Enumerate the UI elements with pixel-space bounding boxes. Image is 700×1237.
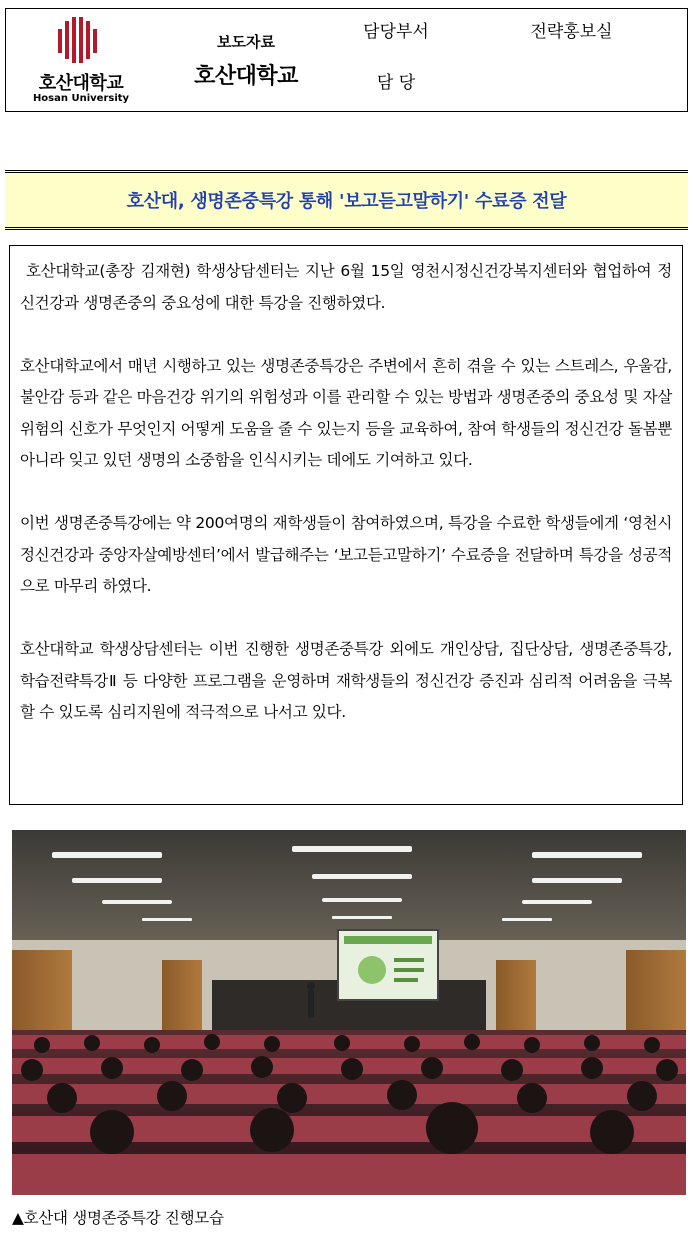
logo-name-korean: 호산대학교: [38, 73, 124, 94]
paragraph: 이번 생명존중특강에는 약 200여명의 재학생들이 참여하였으며, 특강을 수료한 학생들에게 ‘영천시정신건강과 중앙자살예방센터’에서 발급해주는 ‘보고듣고말하기’ 수료증을 전달하며 특강을 성공적으로 마무리 하였다.: [20, 514, 672, 595]
lecture-hall-photo: [12, 830, 686, 1195]
press-release-header: [5, 8, 688, 112]
manager-value: [456, 49, 687, 111]
lecture-hall-image: [12, 830, 686, 1195]
manager-label: 담 당: [376, 72, 416, 93]
department-label: 담당부서: [363, 21, 429, 42]
logo-name-english: Hosan University: [32, 93, 130, 104]
paragraph: 호산대학교(총장 김재현) 학생상담센터는 지난 6월 15일 영천시정신건강복지센터와 협업하여 정신건강과 생명존중의 중요성에 대한 특강을 진행하였다.: [20, 262, 672, 312]
paragraph: 호산대학교에서 매년 시행하고 있는 생명존중특강은 주변에서 흔히 겪을 수 있는 스트레스, 우울감, 불안감 등과 같은 마음건강 위기의 위험성과 이를 관리할 수 있는 방법과 생명존중의 중요성 및 자살위험의 신호가 무엇인지 어떻게 도움을 줄 수 있는지 등을 교육하여, 참여 학생들의 정신건강 돌봄뿐 아니라 잊고 있던 생명의 소중함을 인식시키는 데에도 기여하고 있다.: [20, 356, 672, 469]
press-organization: 호산대학교: [194, 64, 298, 89]
department-value: 전략홍보실: [530, 21, 613, 42]
university-logo-icon: [56, 15, 100, 67]
photo-caption: ▲호산대 생명존중특강 진행모습: [12, 1209, 224, 1227]
paragraph: 호산대학교 학생상담센터는 이번 진행한 생명존중특강 외에도 개인상담, 집단상담, 생명존중특강, 학습전략특강Ⅱ 등 다양한 프로그램을 운영하며 재학생들의 정신건강 증진과 심리적 어려움을 극복할 수 있도록 심리지원에 적극적으로 나서고 있다.: [20, 640, 672, 721]
article-title-bar: [5, 170, 688, 230]
article-title: 호산대, 생명존중특강 통해 '보고듣고말하기' 수료증 전달: [126, 191, 567, 212]
press-info-cell: [156, 9, 336, 111]
press-release-label: 보도자료: [217, 33, 275, 51]
article-body: [9, 245, 683, 805]
logo-cell: [6, 9, 156, 111]
